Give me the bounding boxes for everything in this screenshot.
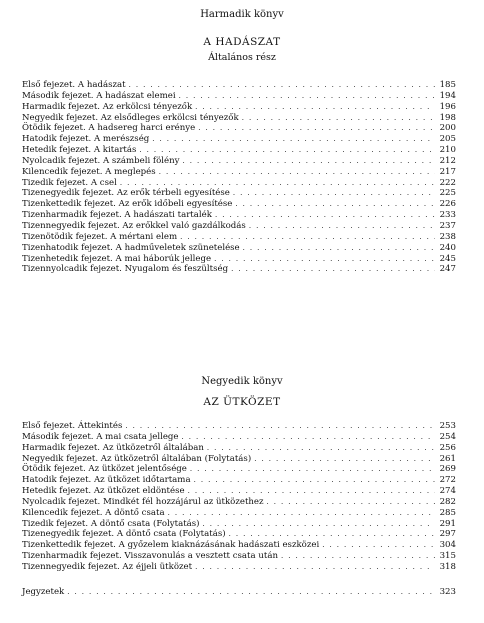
- dot-leader: [235, 199, 435, 210]
- toc-row: [22, 443, 456, 454]
- dot-leader: [242, 113, 435, 124]
- toc-row: [22, 497, 456, 508]
- toc-row: [22, 254, 456, 265]
- toc-entry-title: Hatodik fejezet. Az ütközet időtartama: [22, 475, 191, 486]
- toc-entry-title: Első fejezet. A hadászat: [22, 80, 126, 90]
- toc-row: [22, 145, 456, 156]
- toc-entry-title: Negyedik fejezet. Az elsődleges erkölcsi tényezők: [22, 112, 239, 123]
- toc-entry-page: 304: [439, 540, 456, 551]
- toc-row: [22, 508, 456, 519]
- toc-row: [22, 432, 456, 443]
- toc-entry-title: Tizenhatodik fejezet. A hadműveletek szünetelése: [22, 242, 240, 253]
- toc-entry-title: Ötödik fejezet. A hadsereg harci erénye: [22, 123, 196, 134]
- dot-leader: [188, 486, 435, 497]
- toc-row: [22, 91, 456, 102]
- toc-row: [22, 188, 456, 199]
- dot-leader: [267, 497, 435, 508]
- toc-entry-title: Negyedik fejezet. Az ütközetről általában (Folytatás): [22, 453, 252, 464]
- dot-leader: [183, 156, 435, 167]
- toc-entry-title: Jegyzetek: [22, 587, 65, 597]
- toc-row: [22, 540, 456, 551]
- toc-row: [22, 486, 456, 497]
- toc-entry-page: 196: [439, 101, 456, 112]
- dot-leader: [194, 475, 435, 486]
- toc-entry-title: Tizenegyedik fejezet. A döntő csata (Folytatás): [22, 529, 226, 540]
- dot-leader: [249, 221, 435, 232]
- toc-entry-page: 210: [439, 145, 456, 156]
- toc-row: [22, 210, 456, 221]
- toc-entry-page: 254: [439, 431, 456, 442]
- toc-entry-page: 238: [439, 231, 456, 242]
- dot-leader: [281, 551, 435, 562]
- toc-entry-page: 274: [439, 486, 456, 497]
- dot-leader: [129, 80, 435, 91]
- toc-entry-page: 291: [439, 518, 456, 529]
- dot-leader: [125, 421, 435, 432]
- toc-entry-title: Harmadik fejezet. Az ütközetről általában: [22, 442, 204, 453]
- toc-entry-page: 269: [439, 464, 456, 475]
- toc-entry-page: 315: [439, 551, 456, 562]
- toc-entry-page: 261: [439, 453, 456, 464]
- toc-entry-page: 225: [439, 188, 456, 199]
- dot-leader: [182, 432, 435, 443]
- dot-leader: [254, 454, 435, 465]
- toc-entry-page: 323: [439, 587, 456, 597]
- toc-entry-title: Hetedik fejezet. A kitartás: [22, 145, 137, 156]
- toc-entry-title: Kilencedik fejezet. A meglepés: [22, 166, 156, 177]
- toc-entry-title: Kilencedik fejezet. A döntő csata: [22, 507, 165, 518]
- dot-leader: [198, 123, 435, 134]
- toc-entry-title: Tizennyolcadik fejezet. Nyugalom és feszültség: [22, 264, 229, 275]
- toc-entry-page: 200: [439, 123, 456, 134]
- dot-leader: [139, 145, 435, 156]
- toc-entry-title: Tizenkettedik fejezet. Az erők időbeli egyesítése: [22, 199, 233, 210]
- toc-entry-page: 194: [439, 90, 456, 101]
- toc-row: [22, 102, 456, 113]
- toc-row: [22, 134, 456, 145]
- dot-leader: [190, 464, 435, 475]
- dot-leader: [152, 134, 435, 145]
- dot-leader: [207, 443, 435, 454]
- toc-entry-page: 217: [439, 166, 456, 177]
- toc-row: [22, 123, 456, 134]
- toc-entry-title: Tizedik fejezet. A döntő csata (Folytatás): [22, 518, 200, 529]
- toc-row: [22, 264, 456, 275]
- toc-row: [22, 464, 456, 475]
- dot-leader: [322, 540, 435, 551]
- toc-row: [22, 529, 456, 540]
- dot-leader: [203, 519, 435, 530]
- dot-leader: [229, 529, 435, 540]
- toc-entry-title: Nyolcadik fejezet. A számbeli fölény: [22, 155, 180, 166]
- dot-leader: [179, 91, 435, 102]
- toc-entry-page: 237: [439, 220, 456, 231]
- toc-row: [22, 178, 456, 189]
- toc-entry-title: Tizennegyedik fejezet. Az éjjeli ütközet: [22, 561, 193, 572]
- toc-row: [22, 587, 456, 598]
- toc-row: [22, 167, 456, 178]
- toc-row: [22, 562, 456, 573]
- toc-entry-title: Első fejezet. Áttekintés: [22, 421, 123, 431]
- toc-row: [22, 551, 456, 562]
- toc-row: [22, 232, 456, 243]
- toc-row: [22, 199, 456, 210]
- dot-leader: [231, 264, 435, 275]
- dot-leader: [67, 587, 435, 598]
- toc-entry-page: 222: [439, 177, 456, 188]
- toc-entry-title: Harmadik fejezet. Az erkölcsi tényezők: [22, 101, 193, 112]
- book4-chapter-list: [22, 421, 456, 573]
- toc-row: [22, 421, 456, 432]
- toc-entry-page: 256: [439, 442, 456, 453]
- toc-entry-page: 205: [439, 134, 456, 145]
- toc-entry-page: 318: [439, 561, 456, 572]
- toc-entry-title: Tizenhetedik fejezet. A mai háborúk jellege: [22, 253, 212, 264]
- toc-entry-page: 212: [439, 155, 456, 166]
- dot-leader: [214, 254, 435, 265]
- toc-entry-title: Hetedik fejezet. Az ütközet eldöntése: [22, 486, 185, 497]
- toc-entry-title: Tizenkettedik fejezet. A győzelem kiaknázásának hadászati eszközei: [22, 540, 320, 551]
- dot-leader: [215, 210, 435, 221]
- toc-entry-page: 185: [439, 80, 456, 90]
- toc-entry-title: Ötödik fejezet. Az ütközet jelentősége: [22, 464, 187, 475]
- book3-chapter-list: [22, 80, 456, 275]
- dot-leader: [195, 102, 435, 113]
- toc-row: [22, 80, 456, 91]
- toc-entry-page: 272: [439, 475, 456, 486]
- toc-entry-title: Nyolcadik fejezet. Mindkét fél hozzájárul az ütközethez: [22, 496, 264, 507]
- toc-entry-page: 247: [439, 264, 456, 275]
- toc-row: [22, 243, 456, 254]
- toc-entry-title: Tizenharmadik fejezet. Visszavonulás a vesztett csata után: [22, 551, 279, 562]
- dot-leader: [195, 562, 435, 573]
- dot-leader: [233, 188, 435, 199]
- dot-leader: [180, 232, 435, 243]
- toc-entry-title: Második fejezet. A mai csata jellege: [22, 431, 179, 442]
- toc-row: [22, 221, 456, 232]
- toc-entry-page: 226: [439, 199, 456, 210]
- toc-entry-title: Második fejezet. A hadászat elemei: [22, 90, 176, 101]
- toc-row: [22, 113, 456, 124]
- toc-entry-page: 198: [439, 112, 456, 123]
- dot-leader: [243, 243, 435, 254]
- toc-row: [22, 454, 456, 465]
- toc-entry-title: Hatodik fejezet. A merészség: [22, 134, 150, 145]
- toc-entry-title: Tizedik fejezet. A csel: [22, 177, 117, 188]
- toc-row: [22, 156, 456, 167]
- toc-entry-page: 233: [439, 210, 456, 221]
- toc-entry-page: 245: [439, 253, 456, 264]
- toc-entry-page: 240: [439, 242, 456, 253]
- book4-part-title: AZ ÜTKÖZET: [203, 396, 281, 408]
- toc-entry-page: 253: [439, 421, 456, 431]
- toc-entry-page: 285: [439, 507, 456, 518]
- dot-leader: [159, 167, 435, 178]
- toc-entry-page: 282: [439, 496, 456, 507]
- book4-title: Negyedik könyv: [201, 376, 283, 387]
- dot-leader: [120, 178, 435, 189]
- toc-row: [22, 475, 456, 486]
- toc-entry-title: Tizennegyedik fejezet. Az erőkkel való gazdálkodás: [22, 220, 246, 231]
- dot-leader: [168, 508, 435, 519]
- book3-part-title: A HADÁSZAT: [203, 36, 281, 48]
- toc-row: [22, 519, 456, 530]
- toc-entry-title: Tizenegyedik fejezet. Az erők térbeli egyesítése: [22, 188, 230, 199]
- toc-entry-title: Tizenötödik fejezet. A mértani elem: [22, 231, 178, 242]
- book3-subtitle: Általános rész: [208, 52, 276, 63]
- notes-entry: [22, 587, 456, 598]
- book3-title: Harmadik könyv: [200, 9, 284, 20]
- toc-entry-title: Tizenharmadik fejezet. A hadászati tartalék: [22, 210, 212, 221]
- toc-entry-page: 297: [439, 529, 456, 540]
